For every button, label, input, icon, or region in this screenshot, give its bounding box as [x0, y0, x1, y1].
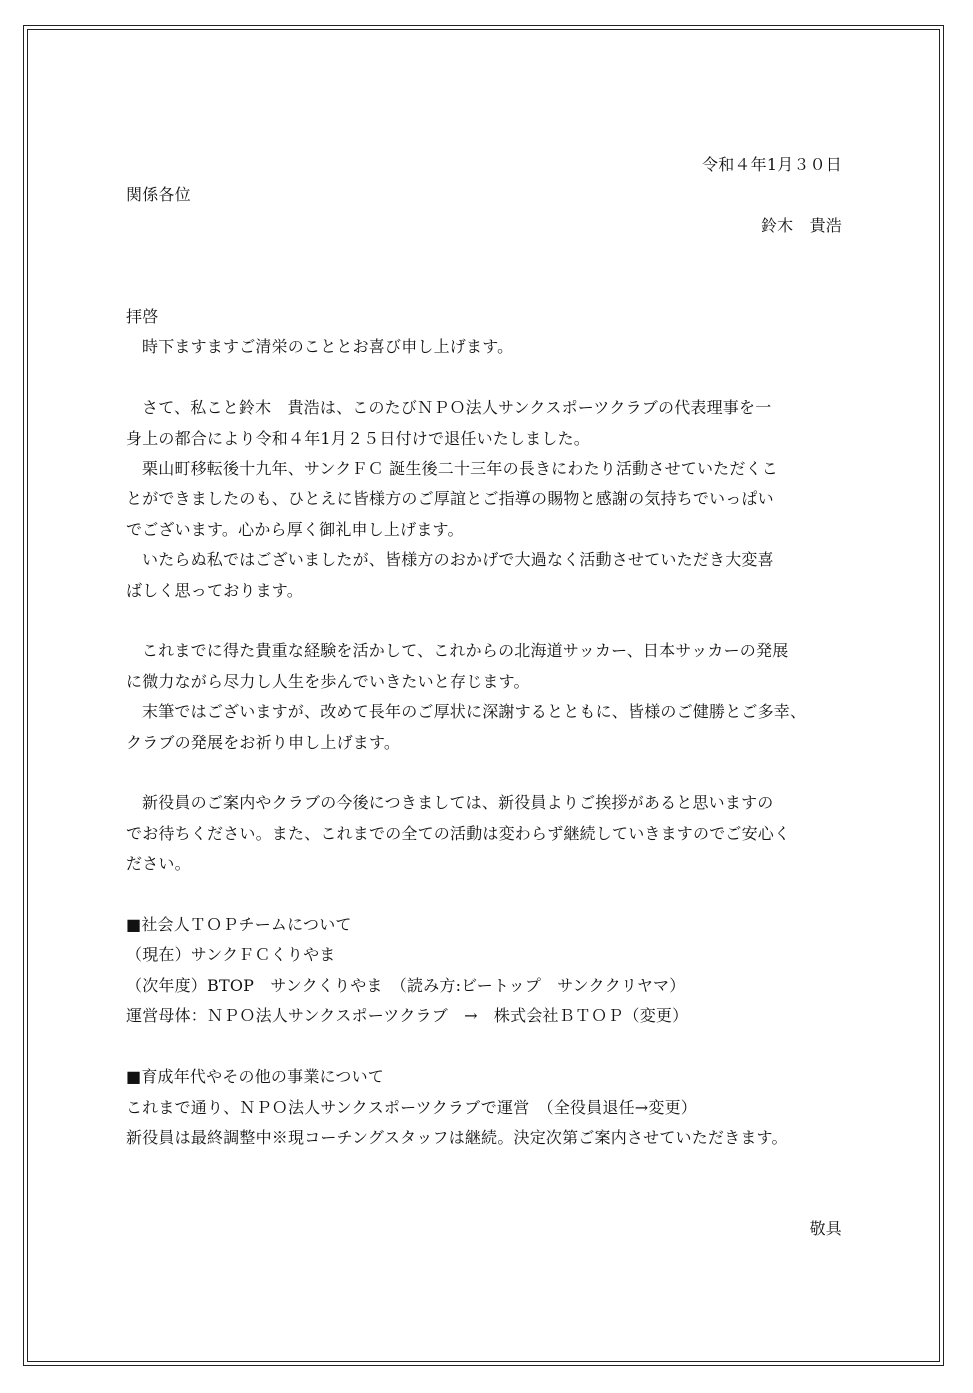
letter-sender: 鈴木 貴浩	[760, 215, 842, 235]
paragraph-1-line-2: 身上の都合により令和４年1月２５日付けで退任いたしました。	[126, 428, 590, 448]
closing-salutation: 敬具	[809, 1219, 842, 1239]
paragraph-6-line-2: でお待ちください。また、これまでの全ての活動は変わらず継続していきますのでご安心く	[126, 823, 791, 843]
seasonal-greeting: 時下ますますご清栄のこととお喜び申し上げます。	[142, 337, 514, 357]
paragraph-5-line-2: クラブの発展をお祈り申し上げます。	[126, 732, 401, 752]
section-youth-heading: ■育成年代やその他の事業について	[126, 1067, 384, 1087]
paragraph-3-line-1: いたらぬ私ではございましたが、皆様方のおかげで大過なく活動させていただき大変喜	[142, 550, 774, 570]
paragraph-2-line-2: とができましたのも、ひとえに皆様方のご厚誼とご指導の賜物と感謝の気持ちでいっぱい	[126, 489, 774, 509]
letter-body	[126, 150, 842, 1245]
section-top-team-heading: ■社会人ＴＯＰチームについて	[126, 915, 352, 935]
section-top-team-operator: 運営母体：ＮＰＯ法人サンクスポーツクラブ → 株式会社ＢＴＯＰ（変更）	[126, 1006, 689, 1026]
letter-addressee: 関係各位	[126, 185, 191, 205]
section-youth-line-2: 新役員は最終調整中※現コーチングスタッフは継続。決定次第ご案内させていただきます。	[126, 1127, 788, 1147]
paragraph-1-line-1: さて、私こと鈴木 貴浩は、このたびＮＰＯ法人サンクスポーツクラブの代表理事を一	[142, 398, 772, 418]
paragraph-2-line-1: 栗山町移転後十九年、サンクＦＣ 誕生後二十三年の長きにわたり活動させていただくこ	[142, 459, 778, 479]
paragraph-6-line-1: 新役員のご案内やクラブの今後につきましては、新役員よりご挨拶があると思いますの	[142, 793, 774, 813]
section-youth-line-1: これまで通り、ＮＰＯ法人サンクスポーツクラブで運営 （全役員退任→変更）	[126, 1097, 698, 1117]
paragraph-2-line-3: でございます。心から厚く御礼申し上げます。	[126, 519, 464, 539]
paragraph-6-line-3: ださい。	[126, 854, 191, 874]
paragraph-3-line-2: ばしく思っております。	[126, 580, 303, 600]
section-top-team-next: （次年度）BTOP サンクくりやま （読み方:ビートップ サンククリヤマ）	[126, 975, 686, 995]
paragraph-4-line-2: に微力ながら尽力し人生を歩んでいきたいと存じます。	[126, 671, 530, 691]
section-top-team-current: （現在）サンクＦＣくりやま	[126, 945, 336, 965]
opening-salutation: 拝啓	[126, 307, 159, 327]
letter-date: 令和４年1月３０日	[702, 155, 842, 174]
paragraph-4-line-1: これまでに得た貴重な経験を活かして、これからの北海道サッカー、日本サッカーの発展	[142, 641, 789, 661]
paragraph-5-line-1: 末筆ではございますが、改めて長年のご厚状に深謝するとともに、皆様のご健勝とご多幸、	[142, 702, 807, 722]
